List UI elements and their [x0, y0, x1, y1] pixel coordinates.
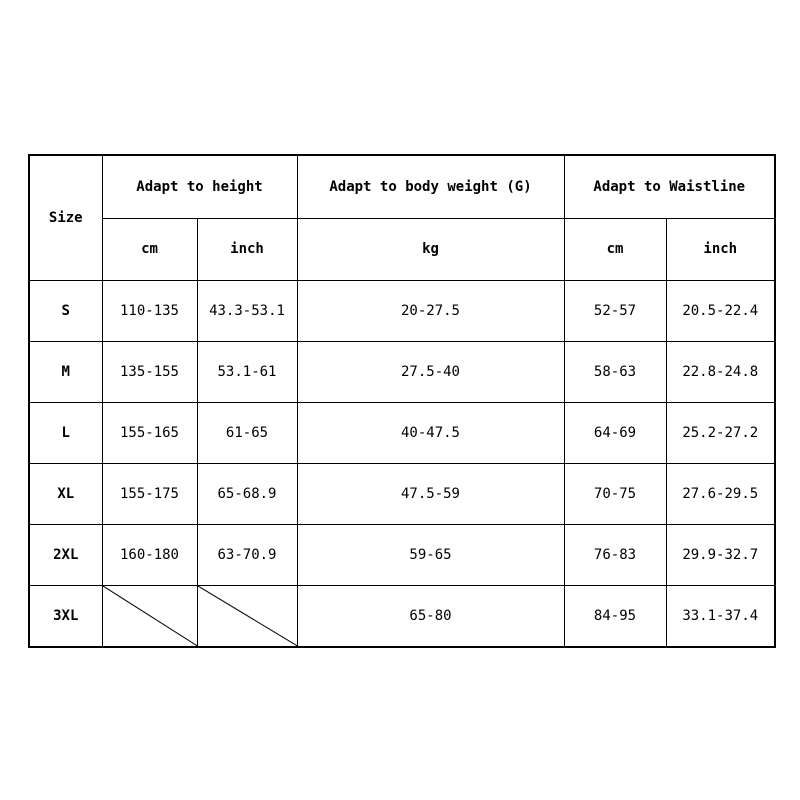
- waist-cm-cell: 76-83: [564, 525, 666, 586]
- size-header: Size: [29, 155, 102, 280]
- size-cell: L: [29, 402, 102, 463]
- height-group-header: Adapt to height: [102, 155, 297, 218]
- weight-kg-cell: 20-27.5: [297, 280, 564, 341]
- header-row-units: [29, 218, 775, 280]
- size-cell: M: [29, 341, 102, 402]
- header-row-groups: [29, 155, 775, 218]
- waist-cm-header: cm: [564, 218, 666, 280]
- size-cell: 2XL: [29, 525, 102, 586]
- diagonal-strike-icon: [103, 586, 197, 646]
- table-row: [29, 280, 775, 341]
- empty-height-cm-cell: [102, 586, 197, 647]
- table-row: [29, 341, 775, 402]
- height-inch-cell: 43.3-53.1: [197, 280, 297, 341]
- waist-cm-cell: 64-69: [564, 402, 666, 463]
- size-cell: XL: [29, 464, 102, 525]
- table-row: [29, 402, 775, 463]
- waist-cm-cell: 52-57: [564, 280, 666, 341]
- height-inch-cell: 53.1-61: [197, 341, 297, 402]
- weight-kg-cell: 27.5-40: [297, 341, 564, 402]
- weight-kg-cell: 40-47.5: [297, 402, 564, 463]
- size-cell: S: [29, 280, 102, 341]
- weight-kg-header: kg: [297, 218, 564, 280]
- waist-inch-cell: 22.8-24.8: [666, 341, 775, 402]
- waist-inch-header: inch: [666, 218, 775, 280]
- height-cm-cell: 155-165: [102, 402, 197, 463]
- size-chart-table: [28, 154, 776, 648]
- height-inch-header: inch: [197, 218, 297, 280]
- weight-group-header: Adapt to body weight (G): [297, 155, 564, 218]
- waist-inch-cell: 33.1-37.4: [666, 586, 775, 647]
- waist-cm-cell: 70-75: [564, 464, 666, 525]
- height-inch-cell: 65-68.9: [197, 464, 297, 525]
- size-cell: 3XL: [29, 586, 102, 647]
- empty-height-inch-cell: [197, 586, 297, 647]
- waist-cm-cell: 84-95: [564, 586, 666, 647]
- waist-inch-cell: 25.2-27.2: [666, 402, 775, 463]
- weight-kg-cell: 59-65: [297, 525, 564, 586]
- height-cm-header: cm: [102, 218, 197, 280]
- table-row: [29, 464, 775, 525]
- diagonal-strike-icon: [198, 586, 297, 646]
- weight-kg-cell: 65-80: [297, 586, 564, 647]
- height-cm-cell: 135-155: [102, 341, 197, 402]
- height-cm-cell: 160-180: [102, 525, 197, 586]
- height-cm-cell: 155-175: [102, 464, 197, 525]
- weight-kg-cell: 47.5-59: [297, 464, 564, 525]
- height-inch-cell: 63-70.9: [197, 525, 297, 586]
- waist-inch-cell: 29.9-32.7: [666, 525, 775, 586]
- height-cm-cell: 110-135: [102, 280, 197, 341]
- waist-inch-cell: 20.5-22.4: [666, 280, 775, 341]
- waist-inch-cell: 27.6-29.5: [666, 464, 775, 525]
- height-inch-cell: 61-65: [197, 402, 297, 463]
- table-row: [29, 525, 775, 586]
- table-row: [29, 586, 775, 647]
- waist-cm-cell: 58-63: [564, 341, 666, 402]
- waist-group-header: Adapt to Waistline: [564, 155, 775, 218]
